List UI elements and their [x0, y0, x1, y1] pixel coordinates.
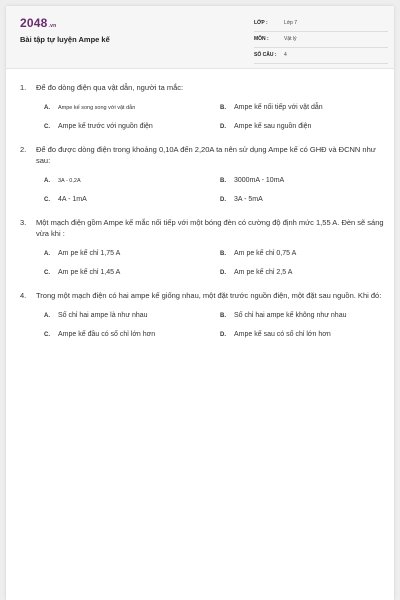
- option-letter: B.: [220, 251, 226, 257]
- option-d[interactable]: [220, 330, 394, 340]
- meta-info: [254, 18, 388, 66]
- option-letter: D.: [220, 197, 226, 203]
- question-number: 3.: [20, 218, 27, 227]
- option-text: Ampe kế song song với vật dẫn: [58, 105, 136, 111]
- meta-row-subject: [254, 34, 388, 48]
- logo-tld: .vn: [48, 23, 57, 29]
- option-b[interactable]: [220, 311, 394, 321]
- question-text: Một mạch điện gồm Ampe kế mắc nối tiếp với một bóng đèn có cường độ định mức 1,55 A. Đèn sẽ sáng vừa khi :: [36, 218, 384, 238]
- option-letter: D.: [220, 124, 226, 130]
- question-2: [20, 144, 386, 205]
- meta-value: Vật lý: [284, 36, 297, 42]
- option-letter: A.: [44, 178, 50, 184]
- option-letter: D.: [220, 270, 226, 276]
- question-list: [20, 82, 386, 352]
- option-letter: C.: [44, 124, 50, 130]
- meta-key: LỚP :: [254, 20, 268, 26]
- option-text: Số chỉ hai ampe kế không như nhau: [234, 312, 347, 319]
- option-letter: C.: [44, 197, 50, 203]
- option-letter: B.: [220, 105, 226, 111]
- question-3: [20, 217, 386, 278]
- question-4: [20, 290, 386, 340]
- option-d[interactable]: [220, 268, 394, 278]
- option-a[interactable]: [44, 103, 216, 113]
- question-text: Để đo dòng điện qua vật dẫn, người ta mắc:: [36, 83, 184, 92]
- question-text: Trong một mạch điện có hai ampe kế giống nhau, một đặt trước nguồn điện, một đặt sau nguồn. Khi đó:: [36, 291, 382, 300]
- option-d[interactable]: [220, 195, 394, 205]
- option-text: Số chỉ hai ampe là như nhau: [58, 312, 148, 319]
- meta-value: 4: [284, 52, 287, 58]
- option-letter: A.: [44, 105, 50, 111]
- option-a[interactable]: [44, 311, 216, 321]
- option-text: Ampe kế nối tiếp với vật dẫn: [234, 104, 323, 111]
- option-letter: B.: [220, 313, 226, 319]
- option-grid: [20, 249, 386, 278]
- meta-key: MÔN :: [254, 36, 269, 42]
- option-letter: C.: [44, 270, 50, 276]
- option-text: 3000mA - 10mA: [234, 177, 285, 184]
- option-text: Ampe kế sau nguồn điện: [234, 123, 312, 130]
- question-number: 1.: [20, 83, 27, 92]
- option-grid: [20, 311, 386, 340]
- option-letter: B.: [220, 178, 226, 184]
- option-text: Ampe kế sau có số chỉ lớn hơn: [234, 331, 331, 338]
- option-b[interactable]: [220, 176, 394, 186]
- question-text: Để đo được dòng điện trong khoảng 0,10A đến 2,20A ta nên sử dụng Ampe kế có GHĐ và ĐCNN như sau:: [36, 145, 376, 165]
- option-text: Am pe kế chỉ 1,75 A: [58, 250, 121, 257]
- meta-value: Lớp 7: [284, 20, 298, 26]
- option-text: Am pe kế chỉ 2,5 A: [234, 269, 293, 276]
- question-1: [20, 82, 386, 132]
- question-number: 4.: [20, 291, 27, 300]
- option-text: 3A - 0,2A: [58, 178, 81, 184]
- option-letter: D.: [220, 332, 226, 338]
- option-c[interactable]: [44, 268, 216, 278]
- meta-row-class: [254, 18, 388, 32]
- worksheet-page: [6, 6, 394, 600]
- option-a[interactable]: [44, 249, 216, 259]
- site-logo[interactable]: [20, 16, 56, 30]
- option-letter: A.: [44, 313, 50, 319]
- option-grid: [20, 103, 386, 132]
- question-number: 2.: [20, 145, 27, 154]
- meta-key: SỐ CÂU :: [254, 52, 277, 58]
- option-c[interactable]: [44, 330, 216, 340]
- worksheet-header: [6, 6, 394, 69]
- option-text: Am pe kế chỉ 0,75 A: [234, 250, 297, 257]
- option-c[interactable]: [44, 122, 216, 132]
- option-text: Ampe kế trước với nguồn điện: [58, 123, 153, 130]
- option-text: 3A - 5mA: [234, 196, 263, 203]
- option-c[interactable]: [44, 195, 216, 205]
- option-b[interactable]: [220, 103, 394, 113]
- option-text: Ampe kế đầu có số chỉ lớn hơn: [58, 331, 156, 338]
- worksheet-title: Bài tập tự luyện Ampe kế: [20, 35, 110, 44]
- logo-text: 2048: [20, 16, 48, 30]
- option-letter: A.: [44, 251, 50, 257]
- meta-row-count: [254, 50, 388, 64]
- option-d[interactable]: [220, 122, 394, 132]
- option-grid: [20, 176, 386, 205]
- option-a[interactable]: [44, 176, 216, 186]
- option-letter: C.: [44, 332, 50, 338]
- option-text: Am pe kế chỉ 1,45 A: [58, 269, 121, 276]
- option-text: 4A - 1mA: [58, 196, 87, 203]
- option-b[interactable]: [220, 249, 394, 259]
